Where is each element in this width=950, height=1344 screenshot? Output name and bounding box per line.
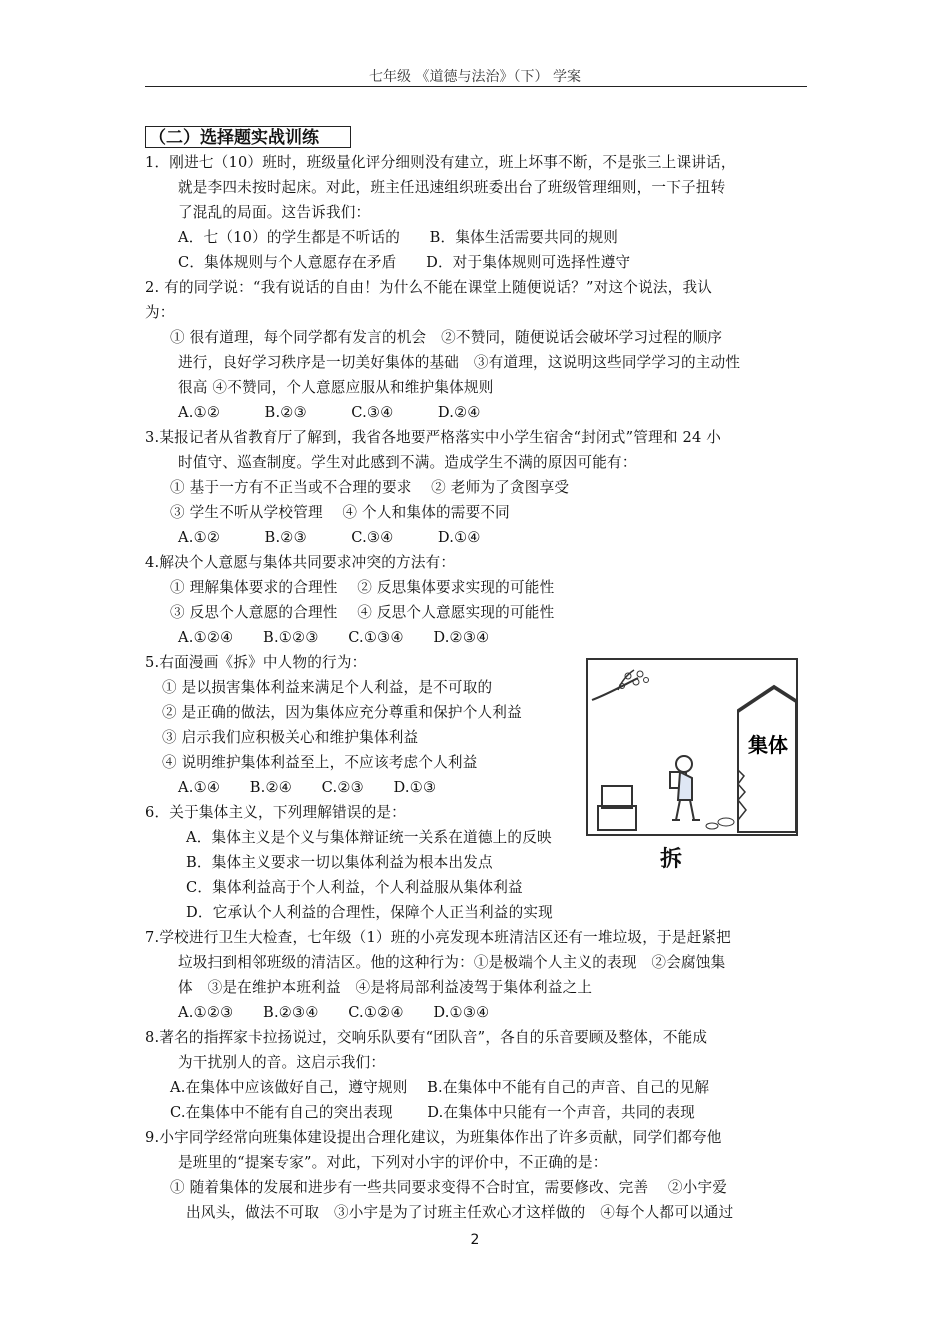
text-line: 垃圾扫到相邻班级的清洁区。他的这种行为：①是极端个人主义的表现 ②会腐蚀集 (178, 954, 726, 971)
text-line: 1．刚进七（10）班时，班级量化评分细则没有建立，班上坏事不断，不是张三上课讲话， (145, 154, 736, 171)
text-line: 2. 有的同学说：“我有说话的自由！为什么不能在课堂上随便说话？”对这个说法，我认 (145, 279, 713, 296)
text-line: ① 基于一方有不正当或不合理的要求 ② 老师为了贪图享受 (170, 479, 570, 496)
option-line: A.①②③ B.②③④ C.①②④ D.①③④ (178, 1004, 490, 1021)
text-line: 7.学校进行卫生大检查，七年级（1）班的小亮发现本班清洁区还有一堆垃圾，于是赶紧把 (145, 929, 731, 946)
option-line: C．集体利益高于个人利益，个人利益服从集体利益 (186, 879, 523, 896)
text-line: 5.右面漫画《拆》中人物的行为： (145, 654, 367, 671)
text-line: ③ 启示我们应积极关心和维护集体利益 (162, 729, 419, 746)
text-line: ① 随着集体的发展和进步有一些共同要求变得不合时宜，需要修改、完善 ②小宇爱 (170, 1179, 728, 1196)
page-header: 七年级 《道德与法治》（下） 学案 (369, 69, 581, 85)
option-line: A.①④ B.②④ C.②③ D.①③ (178, 779, 437, 796)
text-line: 进行，良好学习秩序是一切美好集体的基础 ③有道理，这说明这些同学学习的主动性 (178, 354, 741, 371)
option-line: D．它承认个人利益的合理性，保障个人正当利益的实现 (186, 904, 553, 921)
text-line: ② 是正确的做法，因为集体应充分尊重和保护个人利益 (162, 704, 522, 721)
text-line: 时值守、巡查制度。学生对此感到不满。造成学生不满的原因可能有： (178, 454, 637, 471)
cartoon-drawing (588, 660, 796, 834)
section-title: （二）选择题实战训练 (145, 126, 351, 148)
text-line: 了混乱的局面。这告诉我们： (178, 204, 371, 221)
text-line: 就是李四未按时起床。对此，班主任迅速组织班委出台了班级管理细则，一下子扭转 (178, 179, 726, 196)
option-line: C．集体规则与个人意愿存在矛盾 D．对于集体规则可选择性遵守 (178, 254, 631, 271)
option-line: C.在集体中不能有自己的突出表现 D.在集体中只能有一个声音，共同的表现 (170, 1104, 695, 1121)
cartoon-image (586, 658, 798, 836)
text-line: ③ 反思个人意愿的合理性 ④ 反思个人意愿实现的可能性 (170, 604, 555, 621)
text-line: 9.小宇同学经常向班集体建设提出合理化建议，为班集体作出了许多贡献，同学们都夸他 (145, 1129, 722, 1146)
text-line: 体 ③是在维护本班利益 ④是将局部利益凌驾于集体利益之上 (178, 979, 593, 996)
option-line: A.在集体中应该做好自己，遵守规则 B.在集体中不能有自己的声音、自己的见解 (170, 1079, 710, 1096)
text-line: ④ 说明维护集体利益至上，不应该考虑个人利益 (162, 754, 478, 771)
text-line: 为： (145, 304, 175, 321)
cartoon-caption: 拆 (660, 847, 683, 872)
option-line: A．集体主义是个义与集体辩证统一关系在道德上的反映 (186, 829, 552, 846)
text-line: ① 很有道理，每个同学都有发言的机会 ②不赞同，随便说话会破坏学习过程的顺序 (170, 329, 723, 346)
text-line: ③ 学生不听从学校管理 ④ 个人和集体的需要不同 (170, 504, 510, 521)
text-line: ① 是以损害集体利益来满足个人利益，是不可取的 (162, 679, 493, 696)
text-line: 为干扰别人的音。这启示我们： (178, 1054, 386, 1071)
text-line: 6．关于集体主义，下列理解错误的是： (145, 804, 406, 821)
text-line: 很高 ④不赞同，个人意愿应服从和维护集体规则 (178, 379, 494, 396)
text-line: 8.著名的指挥家卡拉扬说过，交响乐队要有“团队音”，各自的乐音要顾及整体，不能成 (145, 1029, 708, 1046)
header-rule (145, 86, 807, 87)
text-line: 出风头，做法不可取 ③小宇是为了讨班主任欢心才这样做的 ④每个人都可以通过 (186, 1204, 734, 1221)
option-line: B．集体主义要求一切以集体利益为根本出发点 (186, 854, 493, 871)
option-line: A.①②④ B.①②③ C.①③④ D.②③④ (178, 629, 490, 646)
text-line: ① 理解集体要求的合理性 ② 反思集体要求实现的可能性 (170, 579, 555, 596)
cartoon-building-label: 集体 (748, 733, 788, 757)
page-number: 2 (470, 1232, 480, 1248)
option-line: A.①② B.②③ C.③④ D.②④ (178, 404, 481, 421)
option-line: A．七（10）的学生都是不听话的 B．集体生活需要共同的规则 (178, 229, 619, 246)
text-line: 3.某报记者从省教育厅了解到，我省各地要严格落实中小学生宿舍“封闭式”管理和 24 小 (145, 429, 722, 446)
text-line: 4.解决个人意愿与集体共同要求冲突的方法有： (145, 554, 456, 571)
text-line: 是班里的“提案专家”。对此，下列对小宇的评价中，不正确的是： (178, 1154, 608, 1171)
option-line: A.①② B.②③ C.③④ D.①④ (178, 529, 481, 546)
